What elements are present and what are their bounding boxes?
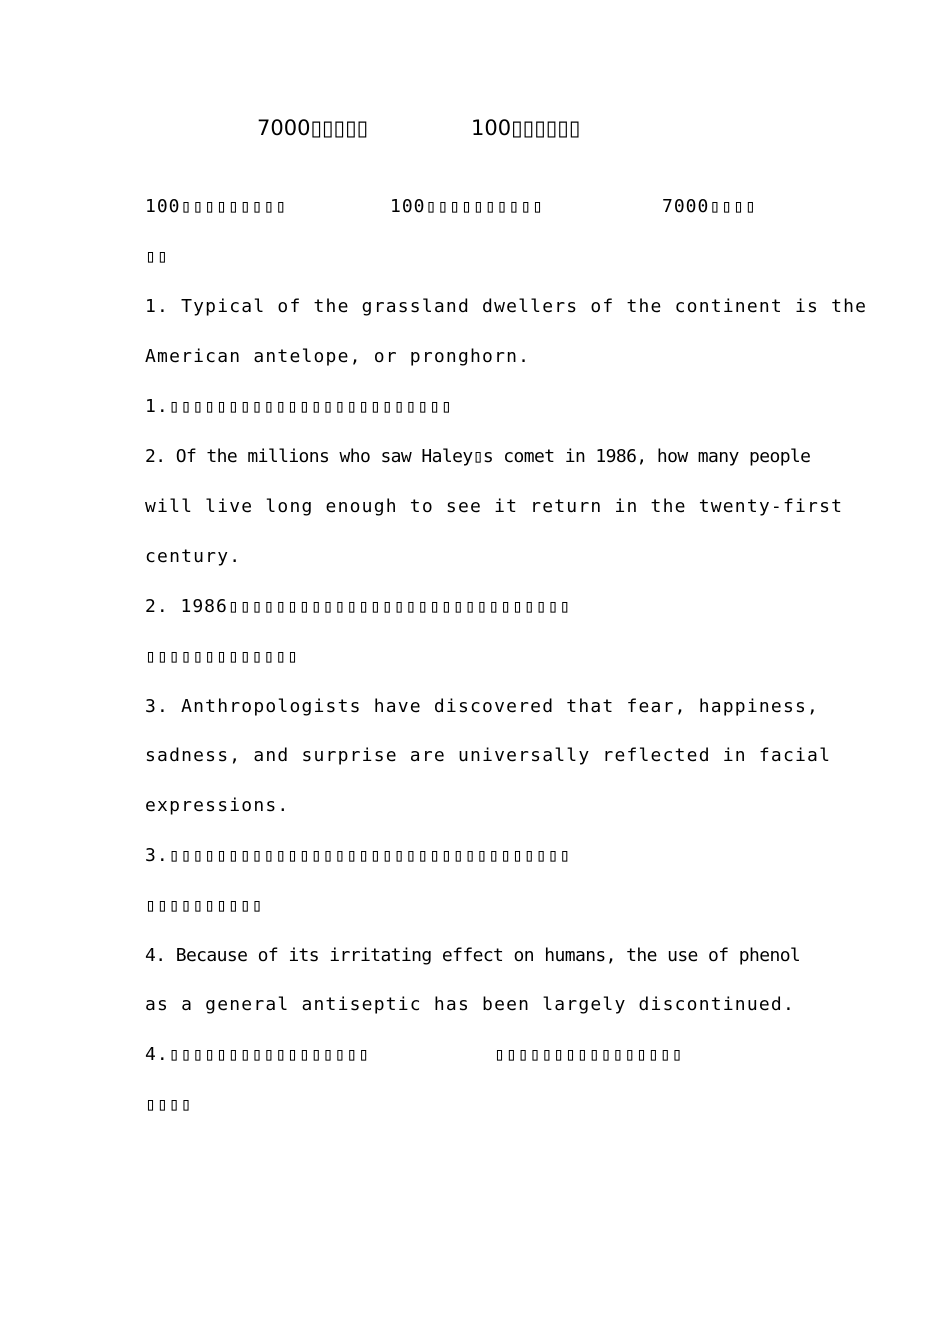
sentence-2-chinese-line-2: ▯▯▯▯▯▯▯▯▯▯▯▯▯: [145, 646, 299, 667]
document-title: [0, 116, 950, 148]
title-part-1: 7000▯▯▯▯▯: [257, 116, 369, 140]
sentence-1-english-line-2: American antelope, or pronghorn.: [145, 346, 531, 367]
subtitle-line: [145, 196, 810, 218]
title-part-2: 100▯▯▯▯▯▯: [471, 116, 581, 140]
sentence-2-english-line-2: will live long enough to see it return in the twenty-first: [145, 496, 844, 517]
sentence-4-chinese-line-2: ▯▯▯▯: [145, 1094, 193, 1115]
subtitle-line-2: ▯▯: [145, 246, 169, 267]
sentence-2-english-line-1: 2. Of the millions who saw Haley▯s comet in 1986, how many people: [145, 446, 811, 467]
sentence-3-chinese-line-1: 3.▯▯▯▯▯▯▯▯▯▯▯▯▯▯▯▯▯▯▯▯▯▯▯▯▯▯▯▯▯▯▯▯▯▯: [145, 845, 572, 866]
subtitle-col-2: 100▯▯▯▯▯▯▯▯▯▯: [390, 196, 544, 217]
sentence-4-chinese-seg-1: 4.▯▯▯▯▯▯▯▯▯▯▯▯▯▯▯▯▯: [145, 1044, 370, 1065]
sentence-3-chinese-line-2: ▯▯▯▯▯▯▯▯▯▯: [145, 895, 264, 916]
sentence-1-english-line-1: 1. Typical of the grassland dwellers of the continent is the: [145, 296, 868, 317]
sentence-4-english-line-2: as a general antiseptic has been largely discontinued.: [145, 994, 795, 1015]
sentence-4-chinese-line-1: [145, 1044, 810, 1066]
sentence-2-chinese-line-1: 2. 1986▯▯▯▯▯▯▯▯▯▯▯▯▯▯▯▯▯▯▯▯▯▯▯▯▯▯▯▯▯: [145, 596, 572, 617]
sentence-4-english-line-1: 4. Because of its irritating effect on humans, the use of phenol: [145, 945, 801, 966]
sentence-3-english-line-3: expressions.: [145, 795, 290, 816]
sentence-3-english-line-2: sadness, and surprise are universally reflected in facial: [145, 745, 832, 766]
sentence-2-english-line-3: century.: [145, 546, 242, 567]
sentence-4-chinese-seg-2: ▯▯▯▯▯▯▯▯▯▯▯▯▯▯▯▯: [494, 1044, 684, 1065]
subtitle-col-1: 100▯▯▯▯▯▯▯▯▯: [145, 196, 288, 217]
sentence-1-chinese-line-1: 1.▯▯▯▯▯▯▯▯▯▯▯▯▯▯▯▯▯▯▯▯▯▯▯▯: [145, 396, 453, 417]
sentence-3-english-line-1: 3. Anthropologists have discovered that fear, happiness,: [145, 696, 820, 717]
subtitle-col-3: 7000▯▯▯▯: [662, 196, 757, 217]
